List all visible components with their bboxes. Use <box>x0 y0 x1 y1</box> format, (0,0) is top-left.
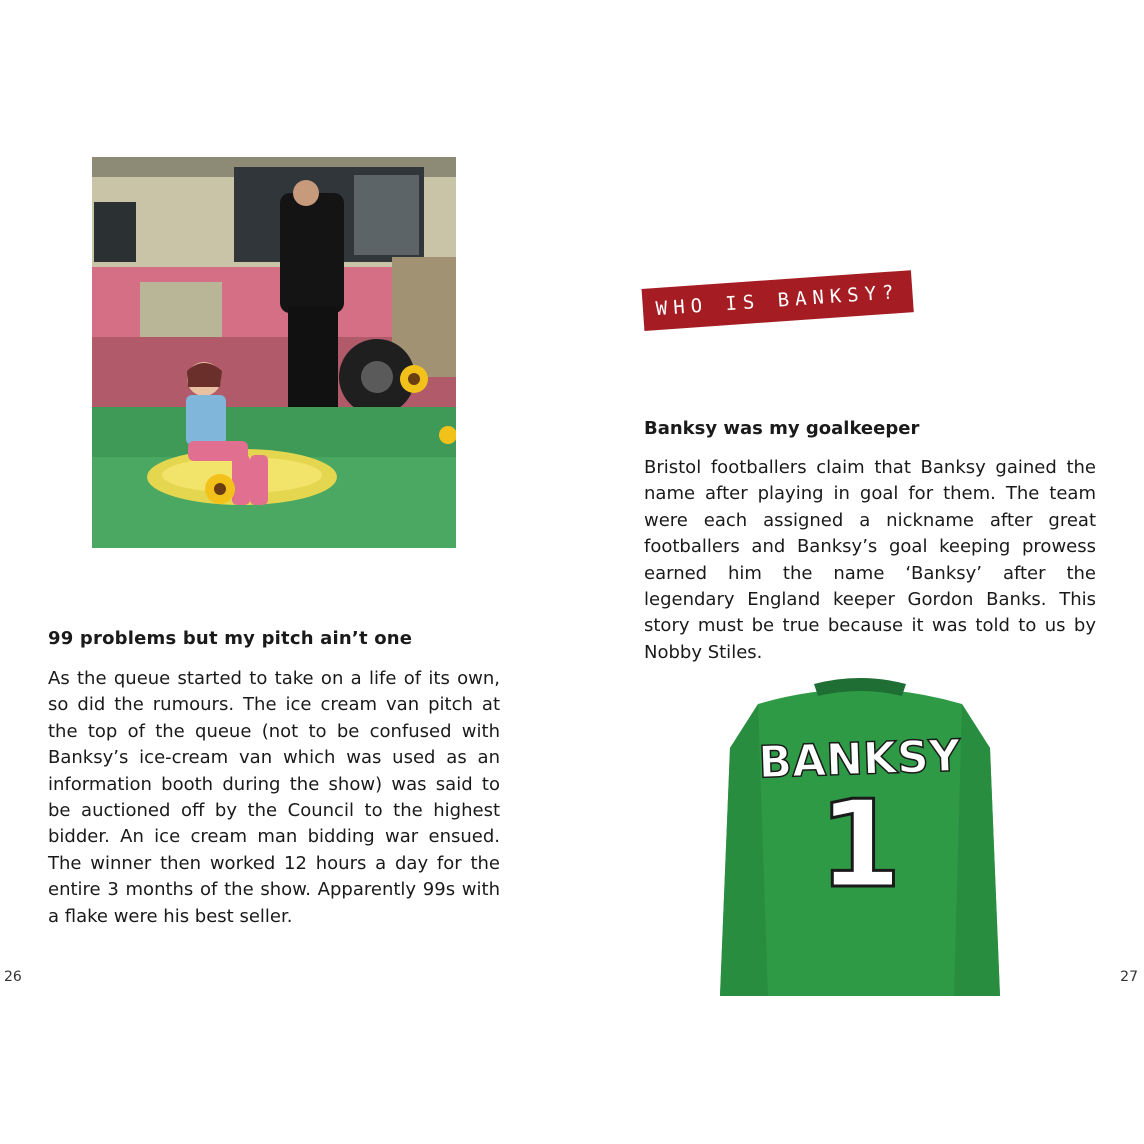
section-heading-goalkeeper: Banksy was my goalkeeper <box>644 418 920 439</box>
page-number-right: 27 <box>1120 969 1138 985</box>
page-number-left: 26 <box>4 969 22 985</box>
ice-cream-van-photo <box>92 157 456 548</box>
shirt-number: 1 <box>818 776 902 915</box>
goalkeeper-shirt-image <box>718 678 1002 996</box>
section-heading-pitch: 99 problems but my pitch ain’t one <box>48 628 413 649</box>
shirt-name: BANKSY <box>757 730 962 789</box>
stamp-text: WHO IS BANKSY? <box>655 281 901 321</box>
who-is-banksy-stamp <box>642 270 914 331</box>
section-body-goalkeeper: Bristol footballers claim that Banksy gained the name after playing in goal for them. The team were each assigned a nickname after great footballers and Banksy’s goal keeping prowess earned him the name ‘Banksy’ after the legendary England keeper Gordon Banks. This story must be true because it was told to us by Nobby Stiles. <box>644 457 1096 663</box>
section-body-pitch: As the queue started to take on a life of its own, so did the rumours. The ice cream van pitch at the top of the queue (not to be confused with Banksy’s ice-cream van which was used as an information booth during the show) was said to be auctioned off by the Council to the highest bidder. An ice cream man bidding war ensued. The winner then worked 12 hours a day for the entire 3 months of the show. Apparently 99s with a flake were his best seller. <box>48 668 500 927</box>
